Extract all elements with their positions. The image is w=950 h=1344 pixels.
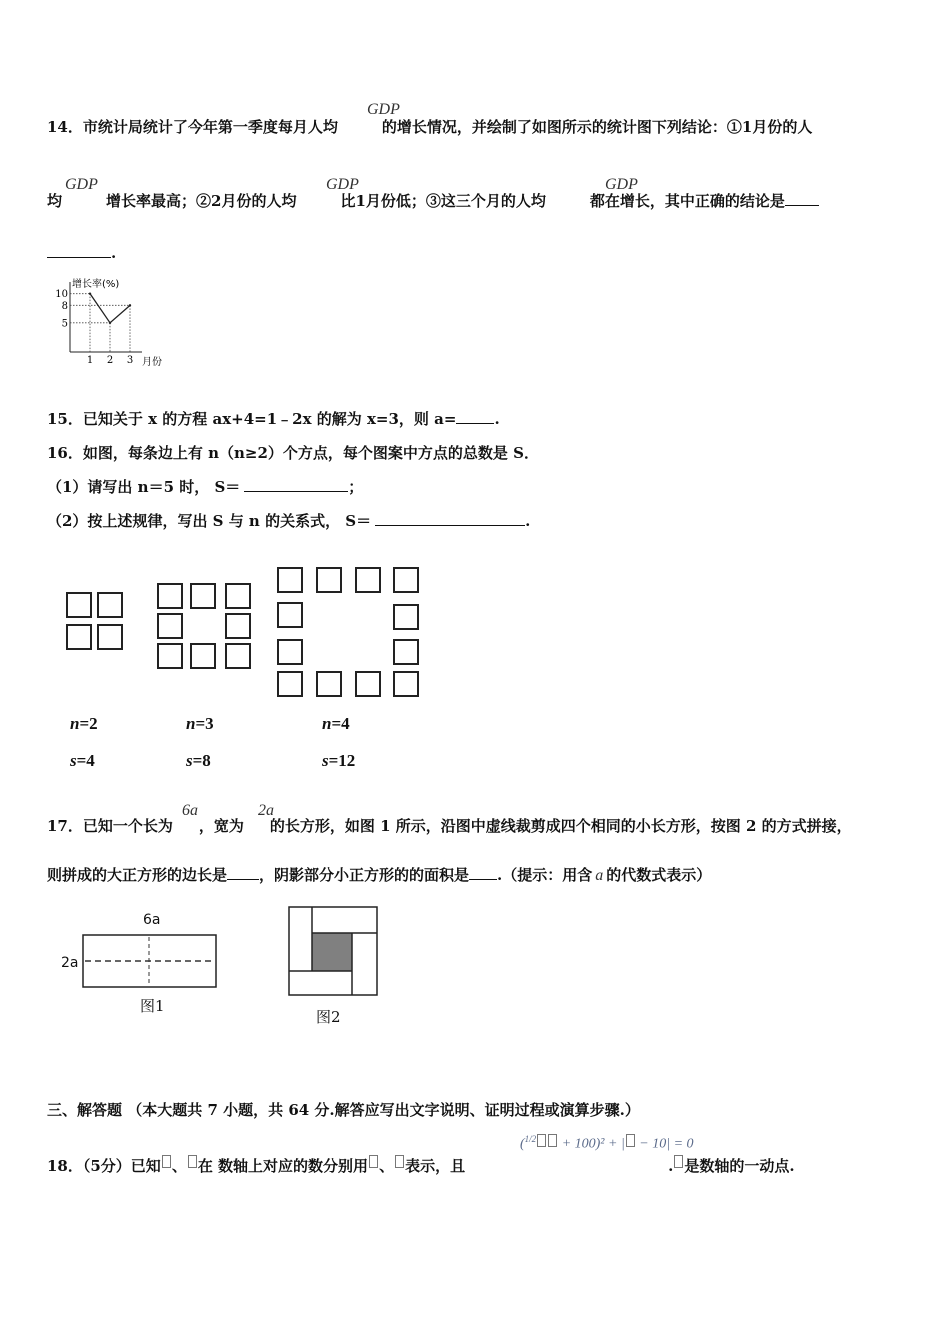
chart-point xyxy=(129,304,131,306)
q15-line: 15．已知关于 x 的方程 ax+4=1﹣2x 的解为 x=3，则 a= . xyxy=(47,410,500,428)
fig2-square xyxy=(288,906,380,998)
label-s2: s=4 xyxy=(70,751,95,770)
answer-blank[interactable] xyxy=(785,204,819,206)
q16-part2: （2）按上述规律，写出 S 与 n 的关系式， S＝ . xyxy=(47,512,531,530)
fig2-caption: 图2 xyxy=(316,1008,341,1026)
square-dot xyxy=(190,643,216,669)
chart-point xyxy=(89,292,91,294)
q18-formula: ($^{1/2}$ + 100)² + | − 10| = 0 xyxy=(520,1134,694,1152)
answer-blank[interactable] xyxy=(47,256,111,258)
chart-ytick-label: 10 xyxy=(55,289,68,301)
label-s4: s=12 xyxy=(322,751,356,770)
answer-blank[interactable] xyxy=(375,524,525,526)
square-dot xyxy=(157,583,183,609)
square-dot xyxy=(225,583,251,609)
chart-xlabel: 月份 xyxy=(142,357,162,368)
answer-blank[interactable] xyxy=(456,422,494,424)
q14-line3: . xyxy=(47,244,116,262)
square-dot xyxy=(190,583,216,609)
label-n2: n=2 xyxy=(70,714,98,733)
section-3-title: 三、解答题 （本大题共 7 小题，共 64 分.解答应写出文字说明、证明过程或演算步骤.） xyxy=(47,1101,640,1119)
square-dot xyxy=(393,604,419,630)
missing-glyph xyxy=(162,1155,171,1168)
chart-point xyxy=(109,322,111,324)
fig1-caption: 图1 xyxy=(140,997,165,1015)
fig1-rectangle xyxy=(82,934,218,990)
square-dot xyxy=(393,671,419,697)
chart-xtick-label: 2 xyxy=(106,355,114,366)
q14-line1: 14．市统计局统计了今年第一季度每月人均 的增长情况，并绘制了如图所示的统计图下列结论：①1月份的人 xyxy=(47,118,813,136)
q16-line1: 16．如图，每条边上有 n（n≥2）个方点，每个图案中方点的总数是 S． xyxy=(47,444,539,462)
square-dot xyxy=(277,671,303,697)
chart-ytick-label: 5 xyxy=(61,318,68,330)
chart-ytick-label: 8 xyxy=(61,300,68,312)
answer-blank[interactable] xyxy=(469,878,497,880)
square-dot xyxy=(355,567,381,593)
q14-line2: 均 增长率最高；②2月份的人均 比1月份低；③这三个月的人均 都在增长，其中正确的结论是 xyxy=(47,190,819,211)
chart-xtick-label: 3 xyxy=(126,355,134,366)
var-a: a xyxy=(595,867,604,884)
square-dot xyxy=(393,639,419,665)
label-n4: n=4 xyxy=(322,714,350,733)
gdp-term: GDP xyxy=(65,176,98,193)
square-dot xyxy=(66,592,92,618)
square-dot xyxy=(97,624,123,650)
gdp-term: GDP xyxy=(605,176,638,193)
label-s3: s=8 xyxy=(186,751,211,770)
missing-glyph xyxy=(395,1155,404,1168)
gdp-term: GDP xyxy=(326,176,359,193)
square-dot xyxy=(393,567,419,593)
label-n3: n=3 xyxy=(186,714,214,733)
q18-line: 18．（5分）已知 、 在 数轴上对应的数分别用 、 表示，且 . 是数轴的一动点. xyxy=(47,1157,795,1175)
square-dot xyxy=(316,567,342,593)
square-dot xyxy=(225,613,251,639)
answer-blank[interactable] xyxy=(244,490,348,492)
square-dot xyxy=(157,613,183,639)
square-dot xyxy=(277,567,303,593)
gdp-term: GDP xyxy=(367,101,400,118)
square-dot xyxy=(157,643,183,669)
chart-xtick-label: 1 xyxy=(86,355,94,366)
shaded-square xyxy=(312,933,352,971)
square-dot xyxy=(97,592,123,618)
growth-rate-chart xyxy=(48,276,178,370)
square-dot xyxy=(225,643,251,669)
q17-line2: 则拼成的大正方形的边长是 ，阴影部分小正方形的的面积是 .（提示：用含 a 的代数式表示） xyxy=(47,866,712,884)
missing-glyph xyxy=(369,1155,378,1168)
chart-series-line xyxy=(90,294,130,323)
square-dot xyxy=(316,671,342,697)
square-dot xyxy=(277,639,303,665)
chart-ylabel: 增长率(%) xyxy=(72,279,120,290)
missing-glyph xyxy=(188,1155,197,1168)
answer-blank[interactable] xyxy=(227,878,259,880)
square-dot xyxy=(277,602,303,628)
fig1-width-label: 2a xyxy=(61,955,79,971)
q16-part1: （1）请写出 n＝5 时， S＝ ； xyxy=(47,478,364,496)
square-dot xyxy=(355,671,381,697)
q17-line1: 17．已知一个长为 ，宽为 的长方形，如图 1 所示，沿图中虚线裁剪成四个相同的小长方形，按图 2 的方式拼接， xyxy=(47,817,852,835)
var-2a: 2a xyxy=(258,802,274,819)
var-6a: 6a xyxy=(182,802,198,819)
missing-glyph xyxy=(674,1155,683,1168)
square-dot xyxy=(66,624,92,650)
fig1-length-label: 6a xyxy=(143,912,161,928)
